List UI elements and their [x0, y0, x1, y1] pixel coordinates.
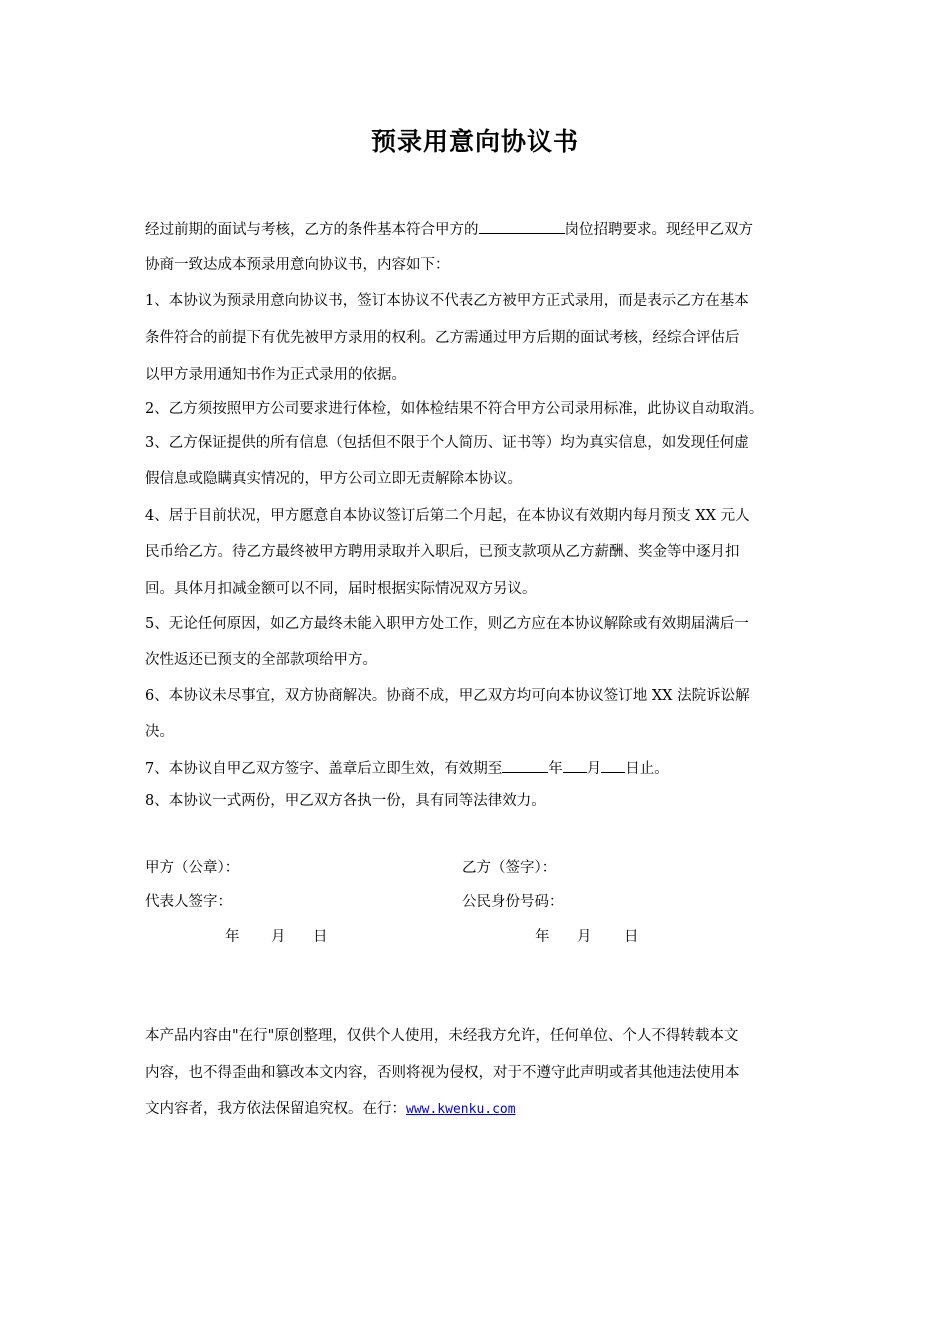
intro-line-1 [145, 217, 753, 241]
clause-7-pre: 7、本协议自甲乙双方签字、盖章后立即生效，有效期至 [145, 761, 503, 777]
intro-line-1-pre: 经过前期的面试与考核，乙方的条件基本符合甲方的 [145, 222, 479, 238]
disclaimer-line-2: 内容，也不得歪曲和篡改本文内容，否则将视为侵权，对于不遵守此声明或者其他违法使用本 [145, 1065, 740, 1081]
document-title: 预录用意向协议书 [370, 127, 579, 156]
clause-2: 2、乙方须按照甲方公司要求进行体检，如体检结果不符合甲方公司录用标准，此协议自动取消。 [145, 401, 764, 417]
party-a-date-year: 年 [225, 929, 240, 945]
clause-6-line-1: 6、本协议未尽事宜，双方协商解决。协商不成，甲乙双方均可向本协议签订地 XX 法院诉讼解 [145, 688, 750, 704]
clause-4-line-3: 回。具体月扣减金额可以不同，届时根据实际情况双方另议。 [145, 581, 537, 597]
clause-7 [145, 756, 669, 780]
clause-1-line-1: 1、本协议为预录用意向协议书，签订本协议不代表乙方被甲方正式录用，而是表示乙方在基本 [145, 293, 749, 309]
party-b-date-year: 年 [535, 929, 550, 945]
party-a-date-day: 日 [313, 929, 328, 945]
intro-line-2: 协商一致达成本预录用意向协议书，内容如下： [145, 257, 450, 273]
party-b-date-day: 日 [624, 929, 639, 945]
clause-6-line-2: 决。 [145, 724, 174, 740]
clause-1-line-3: 以甲方录用通知书作为正式录用的依据。 [145, 367, 406, 383]
party-b-id-label: 公民身份号码： [462, 894, 564, 910]
clause-3-line-1: 3、乙方保证提供的所有信息（包括但不限于个人简历、证书等）均为真实信息，如发现任何虚 [145, 435, 749, 451]
clause-8: 8、本协议一式两份，甲乙双方各执一份，具有同等法律效力。 [145, 793, 546, 809]
clause-4-line-1: 4、居于目前状况，甲方愿意自本协议签订后第二个月起，在本协议有效期内每月预支 XX 元人 [145, 508, 750, 524]
day-blank [601, 756, 625, 773]
party-a-seal-label: 甲方（公章）： [145, 860, 240, 876]
kwenku-link[interactable]: www.kwenku.com [406, 1102, 516, 1117]
disclaimer-line-1: 本产品内容由"在行"原创整理，仅供个人使用，未经我方允许，任何单位、个人不得转载本文 [145, 1028, 739, 1044]
clause-4-line-2: 民币给乙方。待乙方最终被甲方聘用录取并入职后，已预支款项从乙方薪酬、奖金等中逐月扣 [145, 544, 740, 560]
clause-3-line-2: 假信息或隐瞒真实情况的，甲方公司立即无责解除本协议。 [145, 471, 522, 487]
party-b-date-month: 月 [577, 929, 592, 945]
party-a-rep-label: 代表人签字： [145, 894, 232, 910]
party-a-date-month: 月 [271, 929, 286, 945]
clause-5-line-2: 次性返还已预支的全部款项给甲方。 [145, 652, 377, 668]
intro-line-1-post: 岗位招聘要求。现经甲乙双方 [564, 222, 753, 238]
clause-1-line-2: 条件符合的前提下有优先被甲方录用的权利。乙方需通过甲方后期的面试考核，经综合评估后 [145, 330, 740, 346]
party-b-sign-label: 乙方（签字）： [462, 860, 557, 876]
clause-7-year: 年 [548, 761, 563, 777]
year-blank [502, 756, 548, 773]
disclaimer-line-3 [145, 1098, 516, 1121]
position-blank [479, 217, 565, 234]
clause-5-line-1: 5、无论任何原因，如乙方最终未能入职甲方处工作，则乙方应在本协议解除或有效期届满后一 [145, 616, 749, 632]
clause-7-day: 日止。 [625, 761, 669, 777]
month-blank [563, 756, 587, 773]
disclaimer-line-3-text: 文内容者，我方依法保留追究权。在行： [145, 1101, 406, 1117]
clause-7-month: 月 [586, 761, 602, 777]
